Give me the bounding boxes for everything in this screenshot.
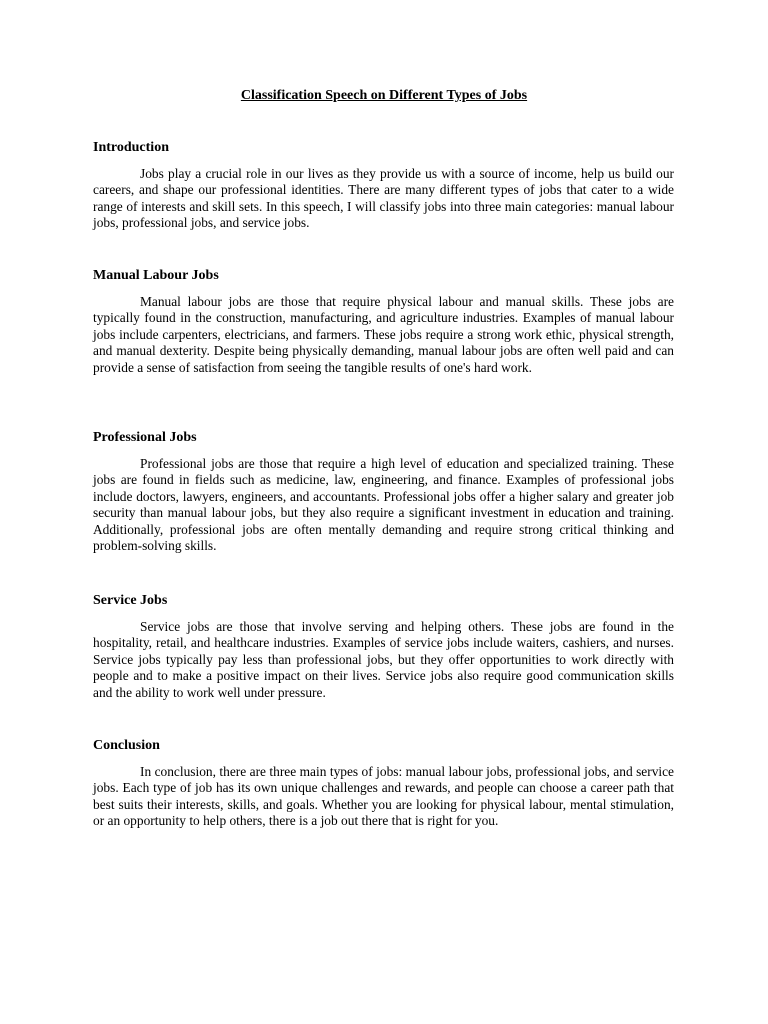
section-paragraph: Manual labour jobs are those that require physical labour and manual skills. These jobs are typically found in the construction, manufacturing, and agriculture industries. Examples of manual labour jobs include carpenters, electricians, and farmers. These jobs require a strong work ethic, physical strength, and manual dexterity. Despite being physically demanding, manual labour jobs are often well paid and can provide a sense of satisfaction from seeing the tangible results of one's hard work.	[93, 294, 674, 375]
section-manual-labour-jobs	[93, 267, 674, 376]
section-paragraph: Service jobs are those that involve serving and helping others. These jobs are found in the hospitality, retail, and healthcare industries. Examples of service jobs include waiters, cashiers, and nurses. Service jobs typically pay less than professional jobs, but they offer opportunities to work directly with people and to make a positive impact on their lives. Service jobs also require good communication skills and the ability to work well under pressure.	[93, 619, 674, 700]
section-paragraph: Jobs play a crucial role in our lives as they provide us with a source of income, help us build our careers, and shape our professional identities. There are many different types of jobs that cater to a wide range of interests and skill sets. In this speech, I will classify jobs into three main categories: manual labour jobs, professional jobs, and service jobs.	[93, 166, 674, 231]
section-heading: Conclusion	[93, 738, 160, 753]
section-service-jobs	[93, 592, 674, 701]
section-introduction	[93, 139, 674, 232]
section-paragraph: Professional jobs are those that require a high level of education and specialized training. These jobs are found in fields such as medicine, law, engineering, and finance. Examples of professional jobs include doctors, lawyers, engineers, and accountants. Professional jobs offer a higher salary and greater job security than manual labour jobs, but they also require a significant investment in education and training. Additionally, professional jobs are often mentally demanding and require strong critical thinking and problem-solving skills.	[93, 456, 674, 554]
document-title: Classification Speech on Different Types of Jobs	[240, 88, 528, 103]
section-paragraph: In conclusion, there are three main types of jobs: manual labour jobs, professional jobs, and service jobs. Each type of job has its own unique challenges and rewards, and people can choose a career path that best suits their interests, skills, and goals. Whether you are looking for physical labour, mental stimulation, or an opportunity to help others, there is a job out there that is right for you.	[93, 764, 674, 829]
section-heading: Manual Labour Jobs	[93, 268, 219, 283]
section-heading: Introduction	[93, 140, 169, 155]
section-heading: Service Jobs	[93, 593, 168, 608]
section-professional-jobs	[93, 429, 674, 554]
section-conclusion	[93, 737, 674, 830]
section-heading: Professional Jobs	[93, 430, 197, 445]
